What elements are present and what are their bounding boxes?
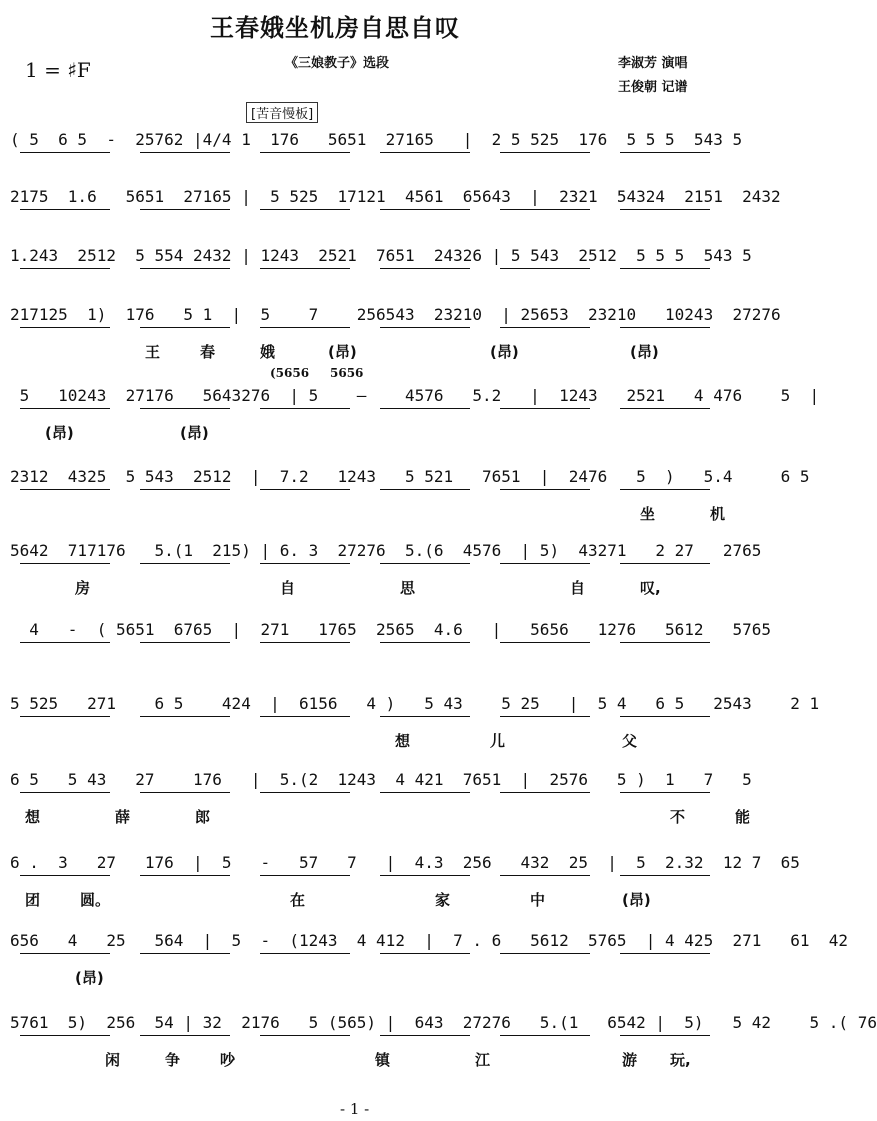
- score-line: [10, 853, 800, 909]
- lyric-syllable: 儿: [490, 732, 506, 750]
- beat-underline: [140, 209, 230, 210]
- beat-underline: [20, 327, 110, 328]
- lyrics-line: [10, 730, 754, 752]
- score-line: [10, 931, 849, 987]
- notation-line: 217125 1) 176 5 1 | 5 7 256543 23210 | 25653 23210 10243 27276: [10, 305, 781, 324]
- lyric-syllable: (昂): [180, 424, 209, 442]
- lyrics-line: [10, 967, 754, 989]
- lyric-syllable: 自: [570, 579, 586, 597]
- lyric-syllable: 房: [75, 579, 91, 597]
- beat-underline: [140, 716, 230, 717]
- beat-underline: [500, 875, 590, 876]
- beat-underline: [260, 408, 350, 409]
- lyric-syllable: 王: [145, 343, 161, 361]
- page-number: - 1 -: [340, 1100, 370, 1118]
- lyric-syllable: 想: [395, 732, 411, 750]
- beat-underline: [380, 953, 470, 954]
- lyric-syllable: 玩,: [670, 1051, 691, 1069]
- beat-underline: [20, 489, 110, 490]
- tempo-marking: [苦音慢板]: [246, 102, 318, 123]
- beat-underline: [380, 875, 470, 876]
- beat-underline: [620, 642, 710, 643]
- lyric-syllable: (昂): [328, 343, 357, 361]
- lyric-syllable: 吵: [220, 1051, 236, 1069]
- lyric-syllable: (昂): [622, 891, 651, 909]
- beat-underline: [500, 489, 590, 490]
- lyric-syllable: 闲: [105, 1051, 121, 1069]
- beat-underline: [380, 716, 470, 717]
- beat-underline: [140, 792, 230, 793]
- notation-line: 656 4 25 564 | 5 - (1243 4 412 | 7 . 6 5612 5765 | 4 425 271 61 42: [10, 931, 849, 950]
- beat-underline: [260, 327, 350, 328]
- notation-line: 4 - ( 5651 6765 | 271 1765 2565 4.6 | 5656 1276 5612 5765: [10, 620, 771, 639]
- beat-underline: [620, 875, 710, 876]
- beat-underline: [20, 209, 110, 210]
- lyric-syllable: 团: [25, 891, 41, 909]
- beat-underline: [380, 268, 470, 269]
- beat-underline: [500, 327, 590, 328]
- beat-underline: [620, 953, 710, 954]
- lyric-syllable: 圆。: [80, 891, 111, 909]
- notation-line: 5642 717176 5.(1 215) | 6. 3 27276 5.(6 4576 | 5) 43271 2 27 2765: [10, 541, 762, 560]
- score-line: [10, 130, 754, 170]
- beat-underline: [380, 152, 470, 153]
- lyrics-line: [10, 1049, 754, 1071]
- notation-line: 5761 5) 256 54 | 32 2176 5 (565) | 643 27276 5.(1 6542 | 5) 5 42 5 .( 76: [10, 1013, 877, 1032]
- lyric-syllable: 在: [290, 891, 306, 909]
- beat-underline: [620, 716, 710, 717]
- beat-underline: [380, 408, 470, 409]
- lyric-syllable: 坐: [640, 505, 656, 523]
- lyric-syllable: 争: [165, 1051, 181, 1069]
- beat-underline: [20, 1035, 110, 1036]
- lyric-syllable: 镇: [375, 1051, 391, 1069]
- beat-underline: [620, 209, 710, 210]
- lyric-syllable: 江: [475, 1051, 491, 1069]
- beat-underline: [140, 152, 230, 153]
- beat-underline: [20, 953, 110, 954]
- beat-underline: [500, 408, 590, 409]
- beat-underline: [20, 268, 110, 269]
- beat-underline: [260, 953, 350, 954]
- lyric-syllable: (昂): [490, 343, 519, 361]
- beat-underline: [20, 642, 110, 643]
- lyric-syllable: 能: [735, 808, 751, 826]
- beat-underline: [500, 642, 590, 643]
- beat-underline: [140, 642, 230, 643]
- lyrics-line: [10, 341, 754, 363]
- ornament-text: 5656: [330, 366, 364, 380]
- notation-line: 5 525 271 6 5 424 | 6156 4 ) 5 43 5 25 | 5 4 6 5 2543 2 1: [10, 694, 820, 713]
- lyrics-line: [10, 503, 754, 525]
- beat-underline: [620, 408, 710, 409]
- beat-underline: [20, 875, 110, 876]
- beat-underline: [380, 489, 470, 490]
- score-line: [10, 246, 754, 286]
- ornament-text: (5656: [270, 366, 310, 380]
- notation-line: ( 5 6 5 - 25762 |4/4 1 176 5651 27165 | 2 5 525 176 5 5 5 543 5: [10, 130, 743, 149]
- beat-underline: [260, 875, 350, 876]
- beat-underline: [620, 1035, 710, 1036]
- beat-underline: [500, 152, 590, 153]
- beat-underline: [140, 1035, 230, 1036]
- beat-underline: [380, 563, 470, 564]
- beat-underline: [620, 792, 710, 793]
- beat-underline: [20, 792, 110, 793]
- key-signature: 1 = ♯F: [25, 58, 91, 82]
- lyrics-line: [10, 889, 754, 911]
- beat-underline: [260, 716, 350, 717]
- beat-underline: [500, 716, 590, 717]
- beat-underline: [20, 563, 110, 564]
- notation-line: 5 10243 27176 5643276 | 5 — 4576 5.2 | 1243 2521 4 476 5 |: [10, 386, 820, 405]
- score-line: [10, 187, 781, 227]
- score-line: [10, 541, 762, 597]
- notation-line: 6 . 3 27 176 | 5 - 57 7 | 4.3 256 432 25 | 5 2.32 12 7 65: [10, 853, 800, 872]
- beat-underline: [260, 209, 350, 210]
- lyric-syllable: 游: [622, 1051, 638, 1069]
- beat-underline: [500, 209, 590, 210]
- lyric-syllable: 中: [530, 891, 546, 909]
- beat-underline: [380, 792, 470, 793]
- lyric-syllable: 思: [400, 579, 416, 597]
- score-line: [10, 770, 754, 826]
- lyric-syllable: 薛: [115, 808, 131, 826]
- beat-underline: [140, 489, 230, 490]
- lyric-syllable: 自: [280, 579, 296, 597]
- score-line: [10, 1013, 877, 1069]
- score-line: [10, 305, 781, 361]
- beat-underline: [500, 953, 590, 954]
- beat-underline: [20, 716, 110, 717]
- notation-line: 2312 4325 5 543 2512 | 7.2 1243 5 521 7651 | 2476 5 ) 5.4 6 5: [10, 467, 810, 486]
- lyric-syllable: (昂): [630, 343, 659, 361]
- beat-underline: [500, 268, 590, 269]
- beat-underline: [20, 408, 110, 409]
- lyrics-line: [10, 577, 754, 599]
- lyric-syllable: 父: [622, 732, 638, 750]
- lyric-syllable: (昂): [75, 969, 104, 987]
- beat-underline: [620, 268, 710, 269]
- beat-underline: [140, 563, 230, 564]
- subtitle: 《三娘教子》选段: [285, 56, 390, 71]
- transcriber-credit: 王俊朝 记谱: [618, 80, 688, 95]
- beat-underline: [260, 489, 350, 490]
- score-line: [10, 467, 810, 523]
- lyric-syllable: 家: [435, 891, 451, 909]
- notation-line: 1.243 2512 5 554 2432 | 1243 2521 7651 24326 | 5 543 2512 5 5 5 543 5: [10, 246, 752, 265]
- score-line: [10, 366, 820, 442]
- beat-underline: [380, 209, 470, 210]
- beat-underline: [260, 152, 350, 153]
- beat-underline: [260, 268, 350, 269]
- beat-underline: [260, 792, 350, 793]
- notation-line: 6 5 5 43 27 176 | 5.(2 1243 4 421 7651 | 2576 5 ) 1 7 5: [10, 770, 752, 789]
- beat-underline: [380, 327, 470, 328]
- lyric-syllable: 叹,: [640, 579, 661, 597]
- notation-line: 2175 1.6 5651 27165 | 5 525 17121 4561 65643 | 2321 54324 2151 2432: [10, 187, 781, 206]
- beat-underline: [620, 489, 710, 490]
- lyrics-line: [10, 422, 754, 444]
- beat-underline: [140, 953, 230, 954]
- score-line: [10, 620, 771, 660]
- beat-underline: [140, 875, 230, 876]
- lyric-syllable: 娥: [260, 343, 276, 361]
- lyrics-line: [10, 806, 754, 828]
- lyric-syllable: (昂): [45, 424, 74, 442]
- beat-underline: [500, 563, 590, 564]
- beat-underline: [260, 642, 350, 643]
- beat-underline: [20, 152, 110, 153]
- beat-underline: [260, 563, 350, 564]
- score-line: [10, 694, 820, 750]
- beat-underline: [500, 1035, 590, 1036]
- lyric-syllable: 想: [25, 808, 41, 826]
- lyric-syllable: 郎: [195, 808, 211, 826]
- beat-underline: [380, 642, 470, 643]
- beat-underline: [260, 1035, 350, 1036]
- lyric-syllable: 机: [710, 505, 726, 523]
- beat-underline: [500, 792, 590, 793]
- beat-underline: [380, 1035, 470, 1036]
- beat-underline: [620, 152, 710, 153]
- page-title: 王春娥坐机房自思自叹: [210, 14, 460, 42]
- beat-underline: [140, 327, 230, 328]
- lyric-syllable: 春: [200, 343, 216, 361]
- beat-underline: [620, 563, 710, 564]
- beat-underline: [620, 327, 710, 328]
- lyric-syllable: 不: [670, 808, 686, 826]
- beat-underline: [140, 408, 230, 409]
- beat-underline: [140, 268, 230, 269]
- singer-credit: 李淑芳 演唱: [618, 56, 688, 71]
